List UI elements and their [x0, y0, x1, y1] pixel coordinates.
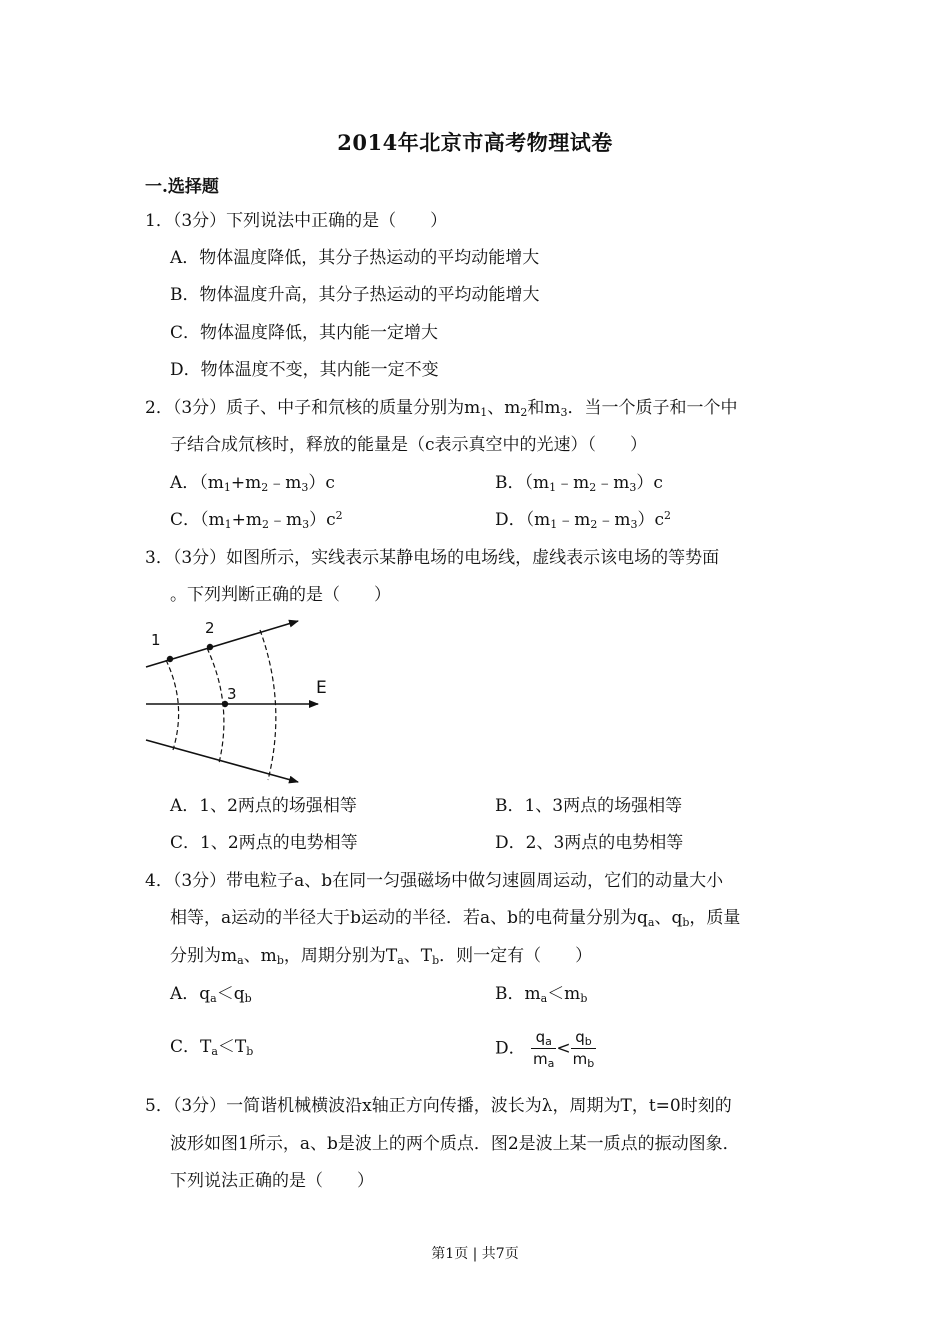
q4-option-c: C．$T_a<T_b$	[170, 1037, 254, 1058]
point-2	[207, 644, 213, 650]
q4-stem-line3: 分别为$m_a$、$m_b$，周期分别为$T_a$、$T_b$．则一定有（ ）	[170, 946, 593, 967]
q2-option-a: A．$(m_1+m_2﹣m_3)c$	[170, 473, 335, 494]
q1-option-b: B．物体温度升高，其分子热运动的平均动能增大	[170, 285, 540, 305]
q3-option-c: C．1、2两点的电势相等	[170, 833, 358, 853]
q4-option-a: A．$q_a<q_b$	[170, 984, 252, 1005]
label-e: E	[316, 678, 327, 698]
q4-stem-line2: 相等，a运动的半径大于b运动的半径．若a、b的电荷量分别为$q_a$、$q_b$，质量	[170, 908, 741, 929]
label-1: 1	[151, 631, 161, 649]
q5-stem-line2: 波形如图1所示，a、b是波上的两个质点．图2是波上某一质点的振动图象．	[170, 1134, 740, 1154]
page-footer: 第1页 | 共7页	[431, 1246, 519, 1262]
q2-stem-line1: 2．（3分）质子、中子和氘核的质量分别为$m_1$、$m_2$和$m_3$．当一个质子和一个中	[145, 398, 738, 419]
q1-stem: 1．（3分）下列说法中正确的是（ ）	[145, 211, 448, 231]
q3-stem-line1: 3．（3分）如图所示，实线表示某静电场的电场线，虚线表示该电场的等势面	[145, 548, 720, 568]
exam-title: 2014年北京市高考物理试卷	[337, 130, 613, 155]
label-3: 3	[227, 685, 237, 703]
fraction-qb-mb: $\frac{q_b}{m_b}$	[572, 1028, 595, 1070]
q3-option-a: A．1、2两点的场强相等	[170, 796, 357, 816]
q4-stem-line1: 4．（3分）带电粒子a、b在同一匀强磁场中做匀速圆周运动，它们的动量大小	[145, 871, 724, 891]
q4-option-b: B．$m_a<m_b$	[495, 984, 588, 1005]
q1-option-a: A．物体温度降低，其分子热运动的平均动能增大	[170, 248, 540, 268]
equipotential-3	[260, 630, 276, 780]
fraction-qa-ma: $\frac{q_a}{m_a}$	[533, 1028, 555, 1070]
label-2: 2	[205, 619, 215, 637]
q2-option-b: B．$(m_1﹣m_2﹣m_3)c$	[495, 473, 663, 494]
q3-option-d: D．2、3两点的电势相等	[495, 833, 684, 853]
q2-option-d: D．$(m_1﹣m_2﹣m_3)c^2$	[495, 509, 672, 531]
q2-stem-line2: 子结合成氘核时，释放的能量是（c表示真空中的光速）（ ）	[170, 435, 648, 455]
electric-field-figure	[143, 615, 343, 790]
q5-stem-line1: 5．（3分）一简谐机械横波沿x轴正方向传播，波长为λ，周期为T，t=0时刻的	[145, 1096, 732, 1116]
q1-option-c: C．物体温度降低，其内能一定增大	[170, 323, 439, 343]
point-1	[167, 656, 173, 662]
equipotential-1	[166, 660, 179, 750]
q2-option-c: C．$(m_1+m_2﹣m_3)c^2$	[170, 509, 343, 531]
q1-option-d: D．物体温度不变，其内能一定不变	[170, 360, 439, 380]
section-heading: 一.选择题	[145, 177, 219, 197]
q5-stem-line3: 下列说法正确的是（ ）	[170, 1171, 374, 1191]
equipotential-2	[207, 648, 224, 763]
q3-stem-line2: 。下列判断正确的是（ ）	[170, 585, 391, 605]
q3-option-b: B．1、3两点的场强相等	[495, 796, 683, 816]
q4-option-d: D． $\frac{q_a}{m_a}$ < $\frac{q_b}{m_b}$	[495, 1028, 595, 1070]
